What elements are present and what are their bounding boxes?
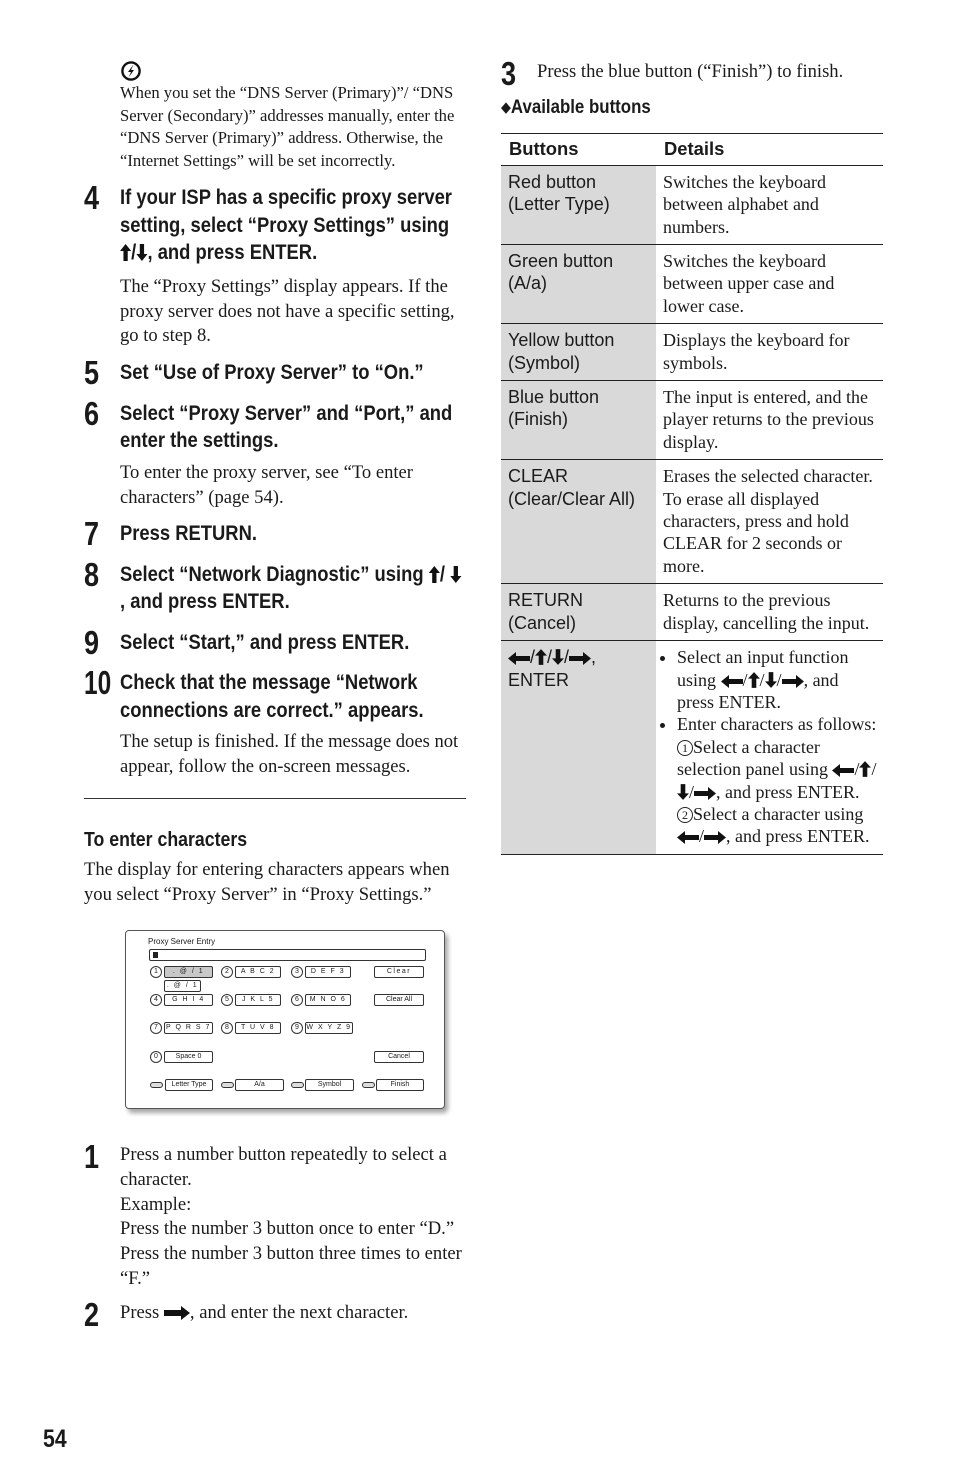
blue-button-indicator [362,1082,375,1088]
key-7[interactable]: P Q R S 7 [164,1022,213,1034]
step-body: Press a number button repeatedly to select a character. Example: Press the number 3 button once to enter “D.” Press the number 3 button three times to enter “F.” [120,1143,462,1289]
step-number: 7 [84,515,100,553]
table-row [501,381,883,460]
step-number: 3 [501,55,517,92]
key-3[interactable]: D E F 3 [305,966,351,978]
red-button-indicator [150,1082,163,1088]
right-arrow-icon [782,675,804,688]
step-8 [84,555,466,616]
proxy-server-entry-screen [125,930,445,1109]
key-8[interactable]: T U V 8 [235,1022,281,1034]
details-cell: Switches the keyboard between alphabet and numbers. [656,165,883,244]
step-heading: Select “Start,” and press ENTER. [120,629,410,654]
key-number: 1 [150,966,162,978]
column-header-details: Details [656,133,883,165]
table-title: ◆Available buttons [501,95,651,118]
circled-number: 1 [677,740,693,756]
cancel-key[interactable]: Cancel [374,1051,424,1063]
step-number: 1 [84,1137,100,1175]
left-column [84,60,466,1333]
screen-title: Proxy Server Entry [148,936,216,946]
key-number: 8 [221,1022,233,1034]
key-number: 0 [150,1051,162,1063]
details-cell: Erases the selected character. To erase all displayed characters, press and hold CLEAR for 2 seconds or more. [656,460,883,584]
button-cell: / / / , ENTER [501,641,656,855]
key-6[interactable]: M N O 6 [305,994,351,1006]
step-number: 10 [84,664,112,702]
list-item: • Enter characters as follows: 1 Select a character selection panel using / // , and press ENTER. 2 Select a character using / , and press ENTER. [677,713,877,847]
key-4[interactable]: G H I 4 [164,994,213,1006]
list-item: • Select an input function using / / / , and press ENTER. [677,646,877,713]
key-number: 4 [150,994,162,1006]
right-arrow-icon [694,787,716,800]
step-4 [84,179,466,349]
clear-all-key[interactable]: Clear All [374,994,424,1006]
section-intro: The display for entering characters appears when you select “Proxy Server” in “Proxy Settings.” [84,858,450,905]
table-row [501,460,883,584]
step-number: 5 [84,354,100,392]
button-cell: RETURN (Cancel) [501,584,656,641]
symbol-key[interactable]: Symbol [305,1079,354,1091]
step-number: 9 [84,623,100,661]
down-arrow-icon [450,566,461,583]
step-heading: Set “Use of Proxy Server” to “On.” [120,360,424,385]
table-row [501,245,883,324]
button-cell: Red button (Letter Type) [501,165,656,244]
clear-key[interactable]: Clear [374,966,424,978]
case-key[interactable]: A/a [235,1079,284,1091]
step-heading: Select “Network Diagnostic” using / , and press ENTER. [120,561,465,616]
column-header-buttons: Buttons [501,133,656,165]
step-5 [84,354,466,392]
yellow-button-indicator [291,1082,304,1088]
step-number: 2 [84,1295,100,1333]
key-9[interactable]: W X Y Z 9 [305,1022,353,1034]
details-cell: Switches the keyboard between upper case and lower case. [656,245,883,324]
details-cell: Displays the keyboard for symbols. [656,324,883,381]
step-number: 6 [84,394,100,432]
circled-number: 2 [677,807,693,823]
letter-type-key[interactable]: Letter Type [165,1079,213,1091]
up-arrow-icon [859,761,871,777]
right-column [501,55,883,855]
key-5[interactable]: J K L 5 [235,994,281,1006]
right-arrow-icon [164,1306,190,1320]
key-popup: . @ / 1 [164,980,201,992]
step-9 [84,623,466,661]
button-cell: CLEAR (Clear/Clear All) [501,460,656,584]
key-1[interactable]: . @ / 1 [164,966,213,978]
table-row [501,165,883,244]
step-6 [84,394,466,511]
step-number: 8 [84,555,100,593]
up-arrow-icon [535,649,547,665]
button-cell: Yellow button (Symbol) [501,324,656,381]
step-10 [84,664,466,780]
details-cell: Returns to the previous display, cancelling the input. [656,584,883,641]
key-number: 7 [150,1022,162,1034]
page-number: 54 [43,1425,67,1453]
key-2[interactable]: A B C 2 [235,966,281,978]
table-row [501,584,883,641]
details-cell [656,641,883,855]
key-number: 2 [221,966,233,978]
entry-field [149,949,426,961]
key-number: 5 [221,994,233,1006]
table-row [501,324,883,381]
button-cell: Blue button (Finish) [501,381,656,460]
key-0[interactable]: Space 0 [164,1051,213,1063]
step-b-3 [501,55,883,92]
step-heading: Check that the message “Network connections are correct.” appears. [120,670,424,722]
step-body: The setup is finished. If the message does not appear, follow the on-screen messages. [120,731,459,778]
step-heading: Press RETURN. [120,521,257,546]
down-arrow-icon [552,649,564,665]
key-number: 6 [291,994,303,1006]
step-body: Press the blue button (“Finish”) to finish. [537,61,844,82]
step-b-1 [84,1137,466,1292]
left-arrow-icon [721,675,743,688]
button-cell: Green button (A/a) [501,245,656,324]
up-arrow-icon [748,672,760,688]
note-text: When you set the “DNS Server (Primary)”/ “DNS Server (Secondary)” addresses manually, enter the “DNS Server (Primary)” address. Otherwise, the “Internet Settings” will be set incorrectly. [120,83,455,170]
green-button-indicator [221,1082,234,1088]
down-arrow-icon [765,672,777,688]
text-cursor [153,952,158,958]
step-body: The “Proxy Settings” display appears. If the proxy server does not have a specific setting, go to step 8. [120,275,455,347]
key-number: 3 [291,966,303,978]
step-body: To enter the proxy server, see “To enter characters” (page 54). [120,461,413,508]
diamond-bullet-icon: ◆ [501,98,511,116]
details-cell: The input is entered, and the player returns to the previous display. [656,381,883,460]
table-header-row [501,133,883,165]
step-7 [84,515,466,553]
table-row [501,641,883,855]
available-buttons-table [501,133,883,855]
up-arrow-icon [429,566,440,583]
finish-key[interactable]: Finish [376,1079,424,1091]
up-arrow-icon [120,244,131,261]
left-arrow-icon [508,652,530,665]
down-arrow-icon [677,784,689,800]
step-number: 4 [84,179,100,217]
left-arrow-icon [677,831,699,844]
section-title: To enter characters [84,827,248,851]
section-divider [84,798,466,799]
right-arrow-icon [569,652,591,665]
step-b-2 [84,1295,466,1333]
key-number: 9 [291,1022,303,1034]
step-body: Press , and enter the next character. [120,1301,409,1323]
down-arrow-icon [136,244,147,261]
left-arrow-icon [832,764,854,777]
step-heading: Select “Proxy Server” and “Port,” and enter the settings. [120,400,453,453]
step-heading: If your ISP has a specific proxy server setting, select “Proxy Settings” using / , and press ENTER. [120,185,452,265]
right-arrow-icon [704,831,726,844]
tip-lightning-icon [120,60,142,82]
